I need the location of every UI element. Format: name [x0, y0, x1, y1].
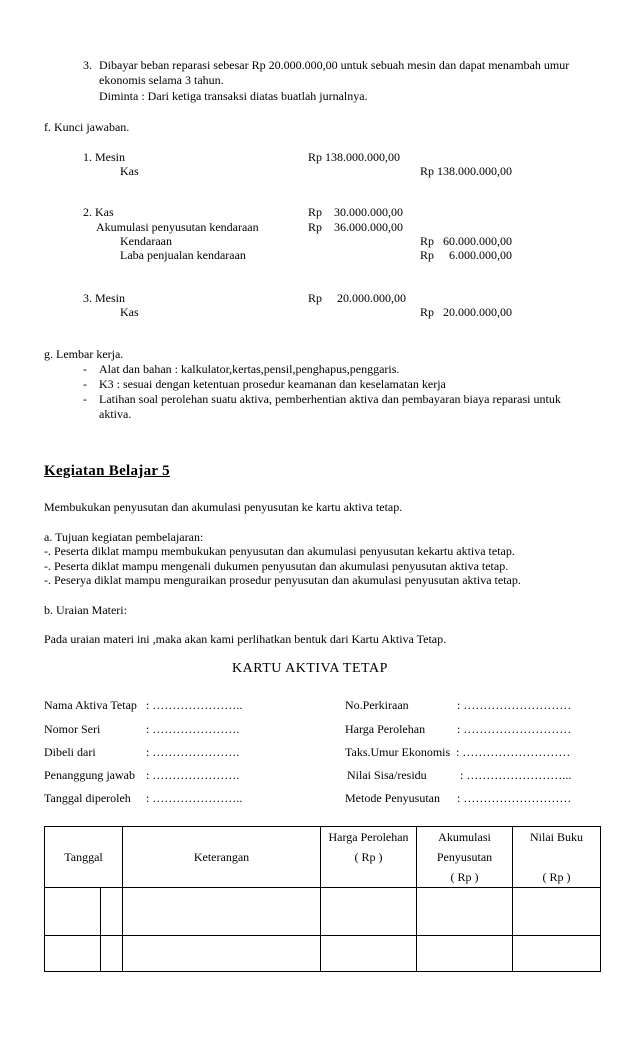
j3-debit: Rp 20.000.000,00 [308, 291, 407, 305]
j2-account: 2. Kas [83, 205, 114, 219]
item3-line3: Diminta : Dari ketiga transaksi diatas buatlah jurnalnya. [99, 89, 368, 103]
item3-line1: Dibayar beban reparasi sebesar Rp 20.000.000,00 untuk sebuah mesin dan dapat menambah umur [99, 58, 570, 72]
field-nomor-seri-label: Nomor Seri [44, 722, 101, 736]
header-akum-line1: Akumulasi [438, 830, 491, 844]
kb5-heading: Kegiatan Belajar 5 [44, 463, 170, 479]
field-no-perkiraan-value: : ……………………… [457, 698, 572, 712]
uraian-text: Pada uraian materi ini ,maka akan kami perlihatkan bentuk dari Kartu Aktiva Tetap. [44, 632, 447, 646]
field-tanggal-label: Tanggal diperoleh [44, 791, 131, 805]
field-nomor-seri-value: : …………………. [146, 722, 240, 736]
table-cell[interactable] [45, 888, 101, 936]
bullet-dash-3: - [83, 392, 87, 406]
table-header-row [45, 827, 601, 888]
field-umur-ekonomis-label: Taks.Umur Ekonomis [345, 745, 451, 759]
field-nama-aktiva-value: : ………………….. [146, 698, 243, 712]
field-nilai-sisa-label: Nilai Sisa/residu [347, 768, 427, 782]
kunci-heading: f. Kunci jawaban. [44, 120, 130, 134]
j2-credit3: Rp 60.000.000,00 [420, 234, 513, 248]
header-tanggal: Tanggal [45, 827, 123, 888]
lembar-item-3b: aktiva. [99, 407, 132, 421]
field-penanggung-value: : …………………. [146, 768, 240, 782]
bullet-dash-1: - [83, 362, 87, 376]
kartu-title: KARTU AKTIVA TETAP [232, 661, 388, 676]
uraian-heading: b. Uraian Materi: [44, 603, 127, 617]
field-metode-label: Metode Penyusutan [345, 791, 440, 805]
header-harga-line1: Harga Perolehan [328, 830, 409, 844]
table-cell[interactable] [45, 936, 101, 972]
table-row [45, 888, 601, 936]
field-tanggal-value: : ………………….. [146, 791, 243, 805]
field-dibeli-dari-value: : …………………. [146, 745, 240, 759]
lembar-item-3a: Latihan soal perolehan suatu aktiva, pemberhentian aktiva dan pembayaran biaya reparasi untuk [99, 392, 561, 406]
header-nilai-line1: Nilai Buku [530, 830, 584, 844]
field-umur-ekonomis-value: : ……………………… [456, 745, 571, 759]
j3-account: 3. Mesin [83, 291, 125, 305]
j2-debit2: Rp 36.000.000,00 [308, 220, 404, 234]
field-harga-perolehan-value: : ……………………… [457, 722, 572, 736]
j1-credit: Rp 138.000.000,00 [420, 164, 513, 178]
j2-account2: Akumulasi penyusutan kendaraan [96, 220, 259, 234]
header-akumulasi [417, 827, 513, 888]
j1-debit: Rp 138.000.000,00 [308, 150, 401, 164]
field-harga-perolehan-label: Harga Perolehan [345, 722, 426, 736]
j2-account3: Kendaraan [120, 234, 172, 248]
j2-credit4: Rp 6.000.000,00 [420, 248, 513, 262]
lembar-heading: g. Lembar kerja. [44, 347, 124, 361]
bullet-dash-2: - [83, 377, 87, 391]
j2-debit1: Rp 30.000.000,00 [308, 205, 404, 219]
field-metode-value: : ……………………… [457, 791, 572, 805]
field-nilai-sisa-value: : ……………………... [460, 768, 572, 782]
header-akum-line3: ( Rp ) [450, 870, 479, 884]
table-cell[interactable] [321, 936, 417, 972]
table-cell[interactable] [123, 936, 321, 972]
table-cell[interactable] [513, 888, 601, 936]
field-no-perkiraan-label: No.Perkiraan [345, 698, 409, 712]
j3-credit: Rp 20.000.000,00 [420, 305, 513, 319]
header-harga-perolehan [321, 827, 417, 888]
item3-line2: ekonomis selama 3 tahun. [99, 73, 224, 87]
tujuan-2: -. Peserta diklat mampu mengenali dukumen penyusutan dan akumulasi penyusutan aktiva tetap. [44, 559, 509, 573]
field-dibeli-dari-label: Dibeli dari [44, 745, 96, 759]
tujuan-3: -. Peserya diklat mampu menguraikan prosedur penyusutan dan akumulasi penyusutan aktiva tetap. [44, 573, 521, 587]
j1-account: 1. Mesin [83, 150, 125, 164]
table-cell[interactable] [513, 936, 601, 972]
table-cell[interactable] [123, 888, 321, 936]
tujuan-heading: a. Tujuan kegiatan pembelajaran: [44, 530, 204, 544]
tujuan-1: -. Peserta diklat mampu membukukan penyusutan dan akumulasi penyusutan kekartu aktiva tetap. [44, 544, 515, 558]
j3-account2: Kas [120, 305, 139, 319]
header-keterangan: Keterangan [123, 827, 321, 888]
item3-number: 3. [83, 58, 92, 72]
j1-account2: Kas [120, 164, 139, 178]
field-penanggung-label: Penanggung jawab [44, 768, 135, 782]
field-nama-aktiva-label: Nama Aktiva Tetap [44, 698, 137, 712]
kb5-intro: Membukukan penyusutan dan akumulasi penyusutan ke kartu aktiva tetap. [44, 500, 403, 514]
lembar-item-1: Alat dan bahan : kalkulator,kertas,pensil,penghapus,penggaris. [99, 362, 400, 376]
header-nilai-line2: ( Rp ) [542, 870, 571, 884]
kartu-aktiva-table [44, 826, 601, 972]
table-row [45, 936, 601, 972]
table-cell[interactable] [417, 888, 513, 936]
table-cell[interactable] [417, 936, 513, 972]
header-nilai-buku [513, 827, 601, 888]
lembar-item-2: K3 : sesuai dengan ketentuan prosedur keamanan dan keselamatan kerja [99, 377, 446, 391]
table-cell[interactable] [101, 936, 123, 972]
table-cell[interactable] [101, 888, 123, 936]
header-akum-line2: Penyusutan [436, 850, 493, 864]
j2-account4: Laba penjualan kendaraan [120, 248, 246, 262]
table-cell[interactable] [321, 888, 417, 936]
header-harga-line2: ( Rp ) [354, 850, 383, 864]
